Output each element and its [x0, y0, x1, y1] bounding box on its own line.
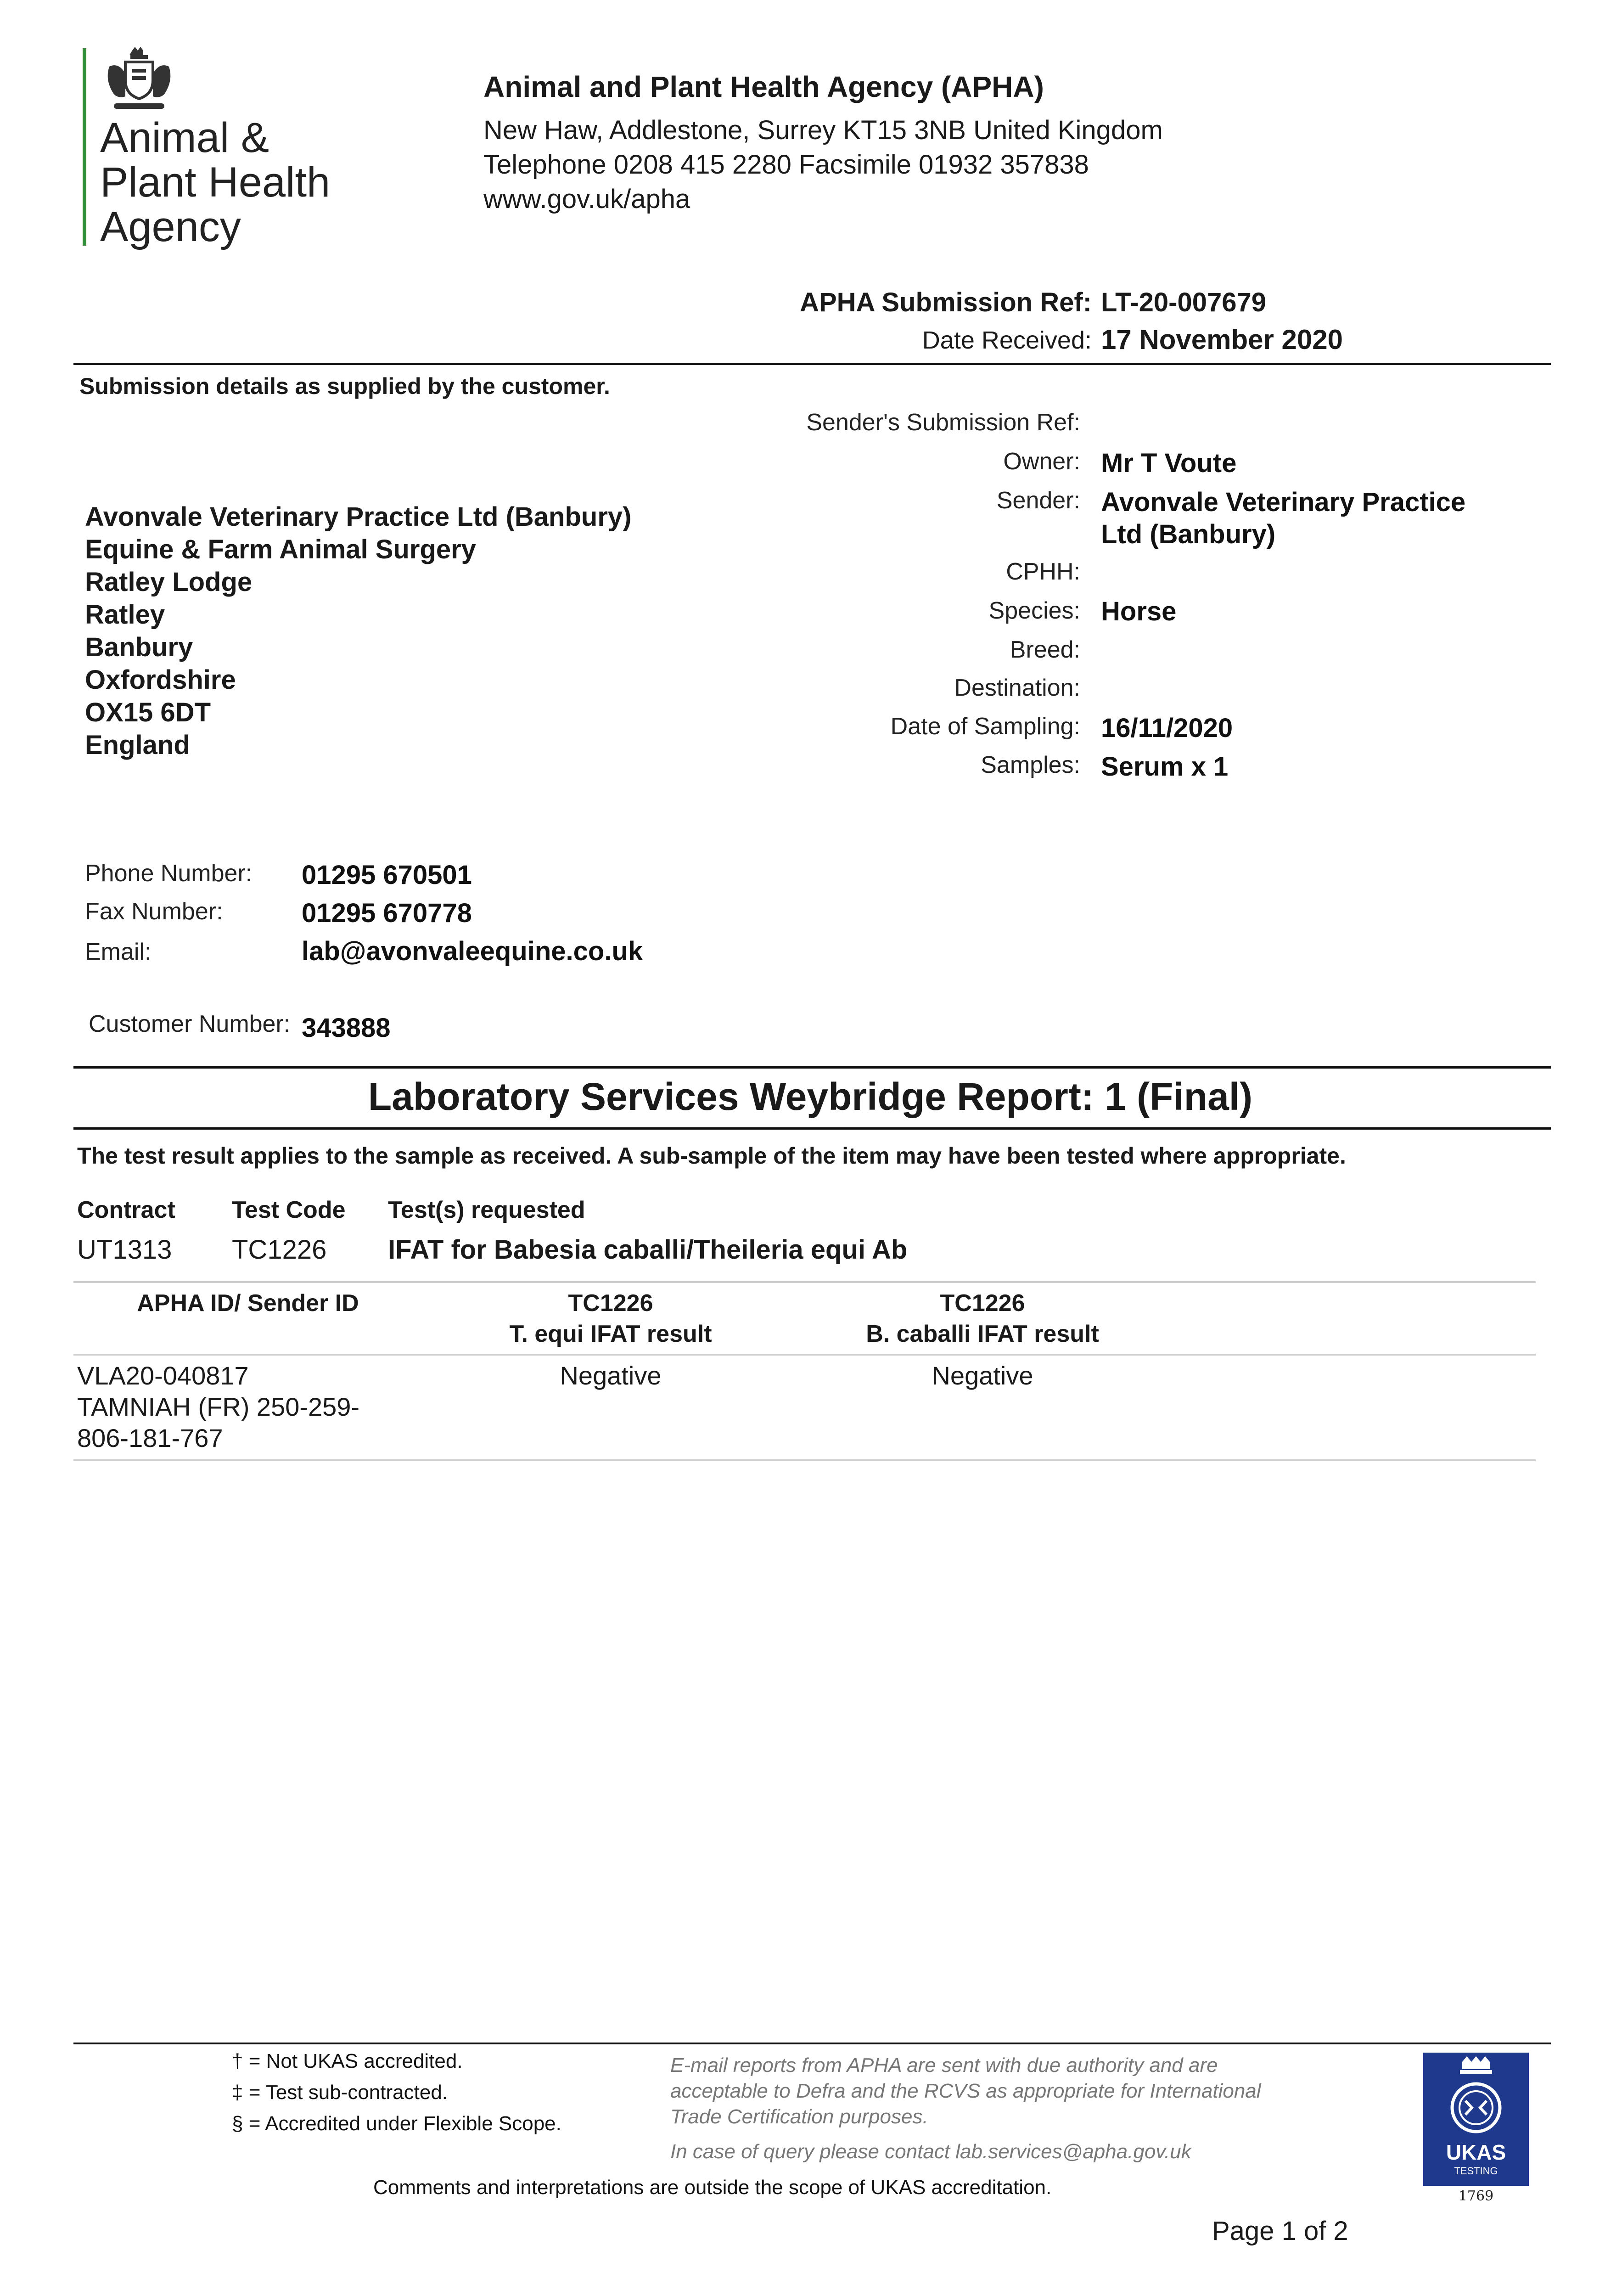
species-value: Horse [1101, 597, 1177, 626]
logo-wordmark [100, 116, 330, 249]
result-sender-id-2: 806-181-767 [77, 1424, 223, 1452]
agency-telephone: Telephone 0208 415 2280 Facsimile 01932 357838 [483, 150, 1089, 180]
results-header-b-caballi-code: TC1226 [940, 1290, 1025, 1317]
result-sender-id-1: TAMNIAH (FR) 250-259- [77, 1392, 360, 1421]
email-value[interactable]: lab@avonvaleequine.co.uk [302, 936, 643, 966]
logo-green-bar [83, 48, 86, 246]
samples-value: Serum x 1 [1101, 752, 1229, 782]
ukas-sub-label: TESTING [1454, 2165, 1498, 2177]
samples-label: Samples: [981, 752, 1080, 778]
phone-value: 01295 670501 [302, 860, 472, 890]
footer-email-note [670, 2053, 1261, 2130]
customer-number-value: 343888 [302, 1013, 391, 1043]
footer-query-note: In case of query please contact lab.services@apha.gov.uk [670, 2140, 1191, 2163]
fax-label: Fax Number: [85, 898, 223, 925]
email-note-line-2: acceptable to Defra and the RCVS as appropriate for International [670, 2080, 1261, 2102]
address-line: Ratley [85, 600, 165, 630]
address-line: Ratley Lodge [85, 567, 253, 597]
submission-details-note: Submission details as supplied by the customer. [79, 373, 610, 399]
contract-value: UT1313 [77, 1235, 172, 1265]
email-note-line-3: Trade Certification purposes. [670, 2105, 928, 2128]
sender-value-line-2: Ltd (Banbury) [1101, 519, 1276, 549]
report-title: Laboratory Services Weybridge Report: 1 (Final) [368, 1075, 1253, 1118]
senders-ref-label: Sender's Submission Ref: [806, 409, 1080, 436]
address-line: OX15 6DT [85, 698, 211, 727]
report-note: The test result applies to the sample as received. A sub-sample of the item may have been tested where appropriate. [77, 1143, 1346, 1169]
submission-ref-label: APHA Submission Ref: [800, 287, 1092, 317]
address-line: Equine & Farm Animal Surgery [85, 535, 476, 564]
date-of-sampling-label: Date of Sampling: [890, 713, 1080, 740]
customer-address [85, 501, 631, 761]
address-line: England [85, 730, 190, 760]
royal-crest-icon [100, 46, 178, 115]
results-divider-mid [73, 1354, 1536, 1356]
footer-divider [73, 2043, 1551, 2044]
results-header-id: APHA ID/ Sender ID [137, 1290, 359, 1317]
email-note-line-1: E-mail reports from APHA are sent with due authority and are [670, 2054, 1218, 2077]
agency-name: Animal and Plant Health Agency (APHA) [483, 70, 1044, 103]
test-code-value: TC1226 [232, 1235, 327, 1265]
ukas-number: 1769 [1458, 2188, 1494, 2204]
date-of-sampling-value: 16/11/2020 [1101, 713, 1233, 743]
footer-key-sub-contracted: ‡ = Test sub-contracted. [232, 2081, 448, 2104]
result-t-equi: Negative [560, 1361, 662, 1390]
results-divider-bottom [73, 1459, 1536, 1461]
result-b-caballi: Negative [932, 1361, 1033, 1390]
footer-key [232, 2046, 561, 2139]
results-header-t-equi: T. equi IFAT result [509, 1321, 712, 1347]
owner-label: Owner: [1003, 448, 1080, 475]
divider-report-top [73, 1066, 1551, 1069]
test-code-header: Test Code [232, 1197, 346, 1223]
divider-top [73, 363, 1551, 365]
cphh-label: CPHH: [1006, 558, 1080, 585]
owner-value: Mr T Voute [1101, 448, 1237, 478]
tests-requested-header: Test(s) requested [388, 1197, 585, 1223]
sender-value-line-1: Avonvale Veterinary Practice [1101, 487, 1466, 517]
result-row-id [77, 1360, 359, 1454]
sender-label: Sender: [996, 487, 1080, 514]
ukas-logo [1423, 2053, 1529, 2186]
agency-website[interactable]: www.gov.uk/apha [483, 184, 690, 214]
logo-line-2: Plant Health [100, 159, 331, 206]
result-apha-id: VLA20-040817 [77, 1361, 249, 1390]
address-line: Oxfordshire [85, 665, 236, 695]
fax-value: 01295 670778 [302, 898, 472, 928]
phone-label: Phone Number: [85, 860, 253, 887]
species-label: Species: [988, 597, 1080, 624]
footer-key-flexible-scope: § = Accredited under Flexible Scope. [232, 2112, 561, 2135]
breed-label: Breed: [1010, 636, 1080, 663]
email-label: Email: [85, 939, 152, 965]
logo-line-1: Animal & [100, 114, 269, 161]
footer-key-not-accredited: † = Not UKAS accredited. [232, 2050, 463, 2072]
destination-label: Destination: [954, 675, 1080, 701]
address-line: Avonvale Veterinary Practice Ltd (Banbury) [85, 502, 632, 532]
contract-header: Contract [77, 1197, 175, 1223]
footer-comments: Comments and interpretations are outside the scope of UKAS accreditation. [373, 2176, 1052, 2199]
date-received-label: Date Received: [922, 326, 1092, 354]
results-header-t-equi-code: TC1226 [568, 1290, 653, 1317]
date-received-value: 17 November 2020 [1101, 324, 1343, 355]
results-header-b-caballi: B. caballi IFAT result [866, 1321, 1099, 1347]
tests-requested-value: IFAT for Babesia caballi/Theileria equi Ab [388, 1235, 908, 1265]
customer-number-label: Customer Number: [89, 1011, 291, 1037]
submission-ref-value: LT-20-007679 [1101, 287, 1267, 317]
results-divider-top [73, 1281, 1536, 1283]
logo-line-3: Agency [100, 203, 241, 250]
ukas-label: UKAS [1446, 2140, 1506, 2164]
agency-address: New Haw, Addlestone, Surrey KT15 3NB United Kingdom [483, 115, 1163, 145]
page-number: Page 1 of 2 [1212, 2216, 1348, 2246]
address-line: Banbury [85, 632, 193, 662]
divider-report-bottom [73, 1127, 1551, 1130]
